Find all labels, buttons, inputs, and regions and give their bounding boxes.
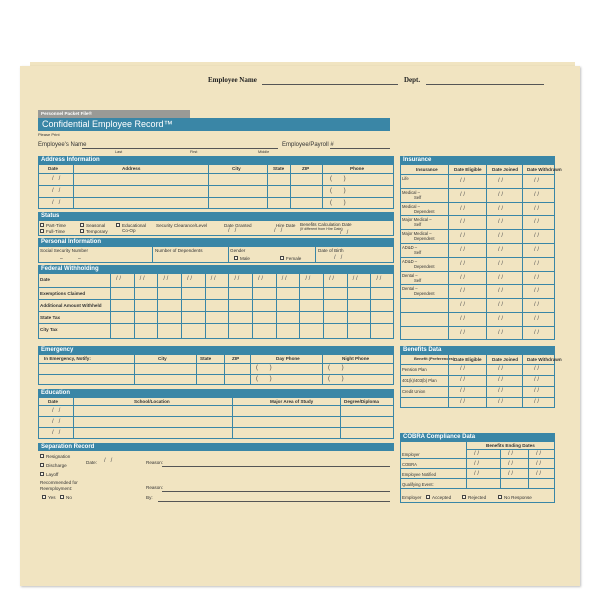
insurance-row-line	[400, 271, 555, 272]
insurance-row-line	[400, 298, 555, 299]
educational-label: Educational	[122, 223, 147, 228]
date-slashes: / /	[534, 260, 540, 267]
cobra-row-line	[400, 458, 555, 459]
insurance-row-line	[400, 284, 555, 285]
insurance-row-line	[400, 215, 555, 216]
benefits-row-label: Credit Union	[402, 389, 426, 394]
date-slashes: / /	[460, 205, 466, 212]
full-time-label: Full-Time	[46, 229, 65, 234]
personal-title: Personal Information	[38, 238, 394, 246]
emergency-col-city: City	[158, 356, 167, 361]
insurance-row-line	[400, 229, 555, 230]
insurance-row-line	[400, 243, 555, 244]
cobra-row-label: COBRA	[402, 462, 417, 467]
benefits-title: Benefits Data	[400, 346, 555, 354]
seasonal-checkbox[interactable]	[80, 223, 84, 227]
record-title: Confidential Employee Record™	[38, 118, 390, 131]
benefits-row-line	[400, 386, 555, 387]
date-slashes: / /	[460, 288, 466, 295]
date-slashes: / /	[376, 276, 382, 282]
rejected-label: Rejected	[468, 495, 487, 500]
date-slashes: / /	[534, 316, 540, 322]
date-slashes: / /	[474, 461, 480, 467]
date-slashes: / /	[534, 274, 540, 281]
date-slashes: / /	[474, 451, 480, 457]
date-slashes: / /	[163, 276, 169, 282]
date-granted-label: Date Granted	[224, 223, 252, 228]
educational-checkbox[interactable]	[116, 223, 120, 227]
date-slashes: / /	[498, 288, 504, 295]
insurance-col-joined: Date Joined	[492, 167, 519, 172]
yes-label: Yes	[48, 495, 56, 500]
emergency-col-notify: In Emergency, Notify:	[44, 356, 91, 361]
date-slashes: / /	[534, 247, 540, 253]
cobra-row-line	[400, 468, 555, 469]
insurance-row-sublabel: Self	[414, 250, 422, 255]
emergency-title: Emergency	[38, 346, 394, 354]
address-col-city: City	[232, 166, 241, 171]
insurance-row-sublabel: Dependent	[414, 208, 435, 214]
address-title: Address Information	[38, 156, 394, 164]
no-response-checkbox[interactable]	[498, 495, 502, 499]
date-slashes: / /	[534, 191, 540, 198]
by-label: By:	[146, 495, 153, 500]
education-title: Education	[38, 389, 394, 397]
date-slashes: / /	[498, 260, 504, 267]
date-slashes: / /	[460, 302, 466, 309]
federal-col-divider	[347, 273, 348, 339]
federal-col-divider	[276, 273, 277, 339]
date-slashes: / /	[498, 329, 504, 336]
employee-name-field[interactable]	[82, 148, 278, 149]
emergency-col-state: State	[200, 356, 212, 361]
layoff-label: Layoff	[46, 472, 59, 477]
date-slashes: / /	[534, 399, 540, 405]
benefits-row-label: Pension Plan	[402, 367, 427, 372]
insurance-row-label: AD&D –	[402, 258, 418, 264]
discharge-label: Discharge	[46, 463, 67, 468]
date-slashes: / /	[498, 366, 504, 372]
date-slashes: / /	[536, 461, 542, 467]
date-slashes: / /	[460, 219, 466, 226]
insurance-row-line	[400, 174, 555, 175]
full-time-checkbox[interactable]	[40, 229, 44, 233]
dependents-label: Number of Dependents	[155, 248, 203, 253]
date-slashes: / /	[534, 288, 540, 295]
ssn-label: Social Security Number	[40, 248, 88, 253]
insurance-row-label: Life	[402, 176, 409, 181]
date-slashes: / /	[498, 247, 504, 253]
emergency-col-zip: ZIP	[232, 356, 240, 361]
date-slashes: / /	[305, 276, 311, 282]
date-slashes: / /	[498, 302, 504, 309]
female-checkbox[interactable]	[280, 256, 284, 260]
insurance-row-line	[400, 257, 555, 258]
education-col-school: School/Location	[134, 399, 170, 404]
resignation-label: Resignation	[46, 454, 71, 459]
federal-row-exemptions: Exemptions Claimed	[40, 291, 86, 296]
insurance-row-sublabel: Dependent	[414, 263, 435, 269]
part-time-checkbox[interactable]	[40, 223, 44, 227]
date-slashes: / /	[508, 451, 514, 457]
date-slashes: / /	[460, 178, 466, 184]
cobra-title: COBRA Compliance Data	[400, 433, 555, 441]
education-col-degree: Degree/Diploma	[344, 399, 379, 404]
insurance-col-withdrawn: Date Withdrawn	[527, 167, 562, 172]
insurance-row-label: Medical –	[402, 203, 420, 209]
payroll-field[interactable]	[330, 148, 390, 149]
status-title: Status	[38, 212, 394, 220]
cobra-row-label: Employee Notified	[402, 472, 436, 477]
temporary-label: Temporary	[86, 229, 108, 234]
date-slashes: / /	[534, 233, 540, 240]
date-slashes: / /	[498, 388, 504, 394]
accepted-checkbox[interactable]	[426, 495, 430, 499]
education-col-date: Date	[48, 399, 58, 404]
reemployment-reason-label: Reason:	[146, 485, 164, 490]
no-response-label: No Response	[504, 495, 532, 500]
gender-label: Gender	[230, 248, 246, 253]
insurance-row-line	[400, 326, 555, 327]
insurance-row-label: Medical –	[402, 189, 420, 195]
rejected-checkbox[interactable]	[462, 495, 466, 499]
by-line[interactable]	[158, 501, 390, 502]
date-slashes: / /	[460, 366, 466, 372]
date-slashes: / /	[139, 276, 145, 282]
seasonal-label: Seasonal	[86, 223, 106, 228]
date-slashes: / /	[116, 276, 122, 282]
federal-col-divider	[205, 273, 206, 339]
date-slashes: / /	[460, 260, 466, 267]
date-slashes: / /	[234, 276, 240, 282]
education-col-major: Major Area of Study	[270, 399, 314, 404]
coop-label: Co-Op	[122, 228, 136, 233]
temporary-checkbox[interactable]	[80, 229, 84, 233]
dept-line[interactable]	[426, 84, 544, 85]
date-slashes: / /	[329, 276, 335, 282]
insurance-row-line	[400, 312, 555, 313]
cobra-ending-label: Benefits Ending Dates	[486, 443, 535, 448]
emergency-col-night-phone: Night Phone	[342, 356, 370, 361]
address-col-zip: ZIP	[302, 166, 310, 171]
address-col-date: Date	[48, 166, 58, 171]
cobra-row-line	[400, 488, 555, 489]
date-slashes: / /	[352, 276, 358, 282]
cobra-employer-label: Employer	[402, 495, 422, 500]
cobra-row-label: Qualifying Event:	[402, 482, 434, 487]
date-slashes: / /	[460, 399, 466, 405]
reemployment-reason-line[interactable]	[162, 491, 390, 492]
insurance-row-line	[400, 188, 555, 189]
benefits-row-label: 401(k)/403(b) Plan	[402, 378, 437, 383]
date-slashes: / /	[508, 471, 514, 477]
insurance-row-label: Major Medical –	[402, 217, 432, 223]
insurance-row-sublabel: Dependent	[414, 236, 435, 242]
employee-name-label: Employee Name	[208, 76, 257, 84]
insurance-row-line	[400, 202, 555, 203]
separation-reason-line[interactable]	[162, 466, 390, 467]
date-slashes: / /	[460, 377, 466, 383]
insurance-row-sublabel: Self	[414, 277, 422, 283]
last-label: Last	[115, 150, 123, 154]
federal-col-divider	[323, 273, 324, 339]
dob-label: Date of Birth	[318, 248, 344, 253]
part-time-label: Part-Time	[46, 223, 66, 228]
date-slashes: / /	[536, 471, 542, 477]
date-slashes: / /	[508, 461, 514, 467]
date-slashes: / /	[187, 276, 193, 282]
date-slashes: / /	[534, 329, 540, 336]
date-slashes: / /	[460, 247, 466, 253]
date-slashes: / /	[536, 451, 542, 457]
insurance-row-label: Dental –	[402, 286, 418, 292]
middle-label: Middle	[258, 150, 270, 154]
federal-row-additional: Additional Amount Withheld	[40, 303, 102, 308]
date-slashes: / /	[534, 178, 540, 184]
insurance-col-eligible: Date Eligible	[454, 167, 482, 172]
yes-checkbox[interactable]	[42, 495, 46, 499]
insurance-row-label: Dental –	[402, 272, 418, 278]
date-slashes: / /	[498, 377, 504, 383]
date-slashes: / /	[474, 471, 480, 477]
benefits-calc-note: (If different from Hire Date)	[300, 227, 343, 231]
dept-label: Dept.	[404, 76, 421, 84]
federal-col-divider	[228, 273, 229, 339]
payroll-label: Employee/Payroll #	[282, 142, 334, 148]
accepted-label: Accepted	[432, 495, 452, 500]
separation-date-label: Date:	[86, 460, 97, 465]
date-slashes: / /	[460, 388, 466, 394]
date-slashes: / /	[534, 205, 540, 212]
benefits-col-benefit: Benefit (Preferences)	[414, 356, 455, 361]
date-slashes: / /	[258, 276, 264, 282]
benefits-col-joined: Date Joined	[492, 357, 519, 362]
federal-title: Federal Withholding	[38, 265, 394, 273]
date-slashes: / /	[534, 219, 540, 226]
date-slashes: / /	[460, 329, 466, 336]
federal-col-divider	[252, 273, 253, 339]
federal-col-divider	[157, 273, 158, 339]
insurance-row-label: AD&D –	[402, 245, 418, 250]
date-slashes: / /	[498, 233, 504, 240]
address-col-phone: Phone	[350, 166, 365, 171]
date-slashes: / /	[534, 366, 540, 372]
reemployment-label: Reemployment:	[40, 486, 73, 491]
female-label: Female	[286, 256, 302, 261]
insurance-title: Insurance	[400, 156, 555, 164]
insurance-row-sublabel: Self	[414, 222, 422, 228]
emergency-col-day-phone: Day Phone	[276, 356, 300, 361]
date-slashes: / /	[498, 178, 504, 184]
benefits-col-withdrawn: Date Withdrawn	[527, 357, 562, 362]
insurance-col-insurance: Insurance	[416, 167, 438, 172]
packet-file-label: Personnel Packet File®	[38, 110, 190, 118]
date-slashes: / /	[281, 276, 287, 282]
date-slashes: / /	[498, 205, 504, 212]
date-slashes: / /	[460, 274, 466, 281]
date-slashes: / /	[534, 388, 540, 394]
date-slashes: / /	[498, 219, 504, 226]
insurance-row-sublabel: Dependent	[414, 291, 435, 297]
benefits-col-eligible: Date Eligible	[454, 357, 482, 362]
date-slashes: / /	[498, 191, 504, 198]
address-col-address: Address	[122, 166, 141, 171]
separation-reason-label: Reason:	[146, 460, 164, 465]
benefits-row-line	[400, 364, 555, 365]
employee-name-line[interactable]	[262, 84, 398, 85]
address-col-state: State	[273, 166, 285, 171]
federal-row-state-tax: State Tax	[40, 315, 61, 320]
benefits-calc-label: Benefits Calculation Date	[300, 222, 352, 227]
discharge-checkbox[interactable]	[40, 463, 44, 467]
federal-col-divider	[299, 273, 300, 339]
date-slashes: / /	[460, 316, 466, 322]
federal-col-divider	[110, 273, 111, 339]
federal-col-divider	[134, 273, 135, 339]
date-slashes: / /	[534, 377, 540, 383]
date-slashes: / /	[460, 233, 466, 240]
federal-row-city-tax: City Tax	[40, 327, 58, 332]
federal-col-divider	[370, 273, 371, 339]
first-label: First	[190, 150, 198, 154]
date-slashes: / /	[498, 399, 504, 405]
employee-name-field-label: Employee's Name	[38, 142, 87, 148]
date-slashes: / /	[210, 276, 216, 282]
no-label: No	[66, 495, 72, 500]
separation-title: Separation Record	[38, 443, 394, 451]
benefits-row-line	[400, 375, 555, 376]
date-slashes: / /	[460, 191, 466, 198]
please-print: Please Print	[38, 132, 60, 137]
benefits-row-line	[400, 397, 555, 398]
no-checkbox[interactable]	[60, 495, 64, 499]
hire-date-label: Hire Date	[276, 223, 296, 228]
cobra-row-line	[400, 478, 555, 479]
insurance-table	[400, 164, 555, 340]
insurance-row-sublabel: Self	[414, 194, 422, 200]
clearance-label: Security Clearance/Level	[156, 223, 208, 228]
male-checkbox[interactable]	[234, 256, 238, 260]
insurance-row-label: Major Medical –	[402, 231, 432, 237]
male-label: Male	[240, 256, 250, 261]
date-slashes: / /	[498, 316, 504, 322]
federal-row-date: Date	[40, 277, 50, 282]
recommended-label: Recommended for	[40, 480, 78, 485]
resignation-checkbox[interactable]	[40, 454, 44, 458]
federal-col-divider	[181, 273, 182, 339]
date-slashes: / /	[534, 302, 540, 309]
date-slashes: / /	[498, 274, 504, 281]
layoff-checkbox[interactable]	[40, 472, 44, 476]
cobra-row-label: Employer	[402, 452, 420, 457]
